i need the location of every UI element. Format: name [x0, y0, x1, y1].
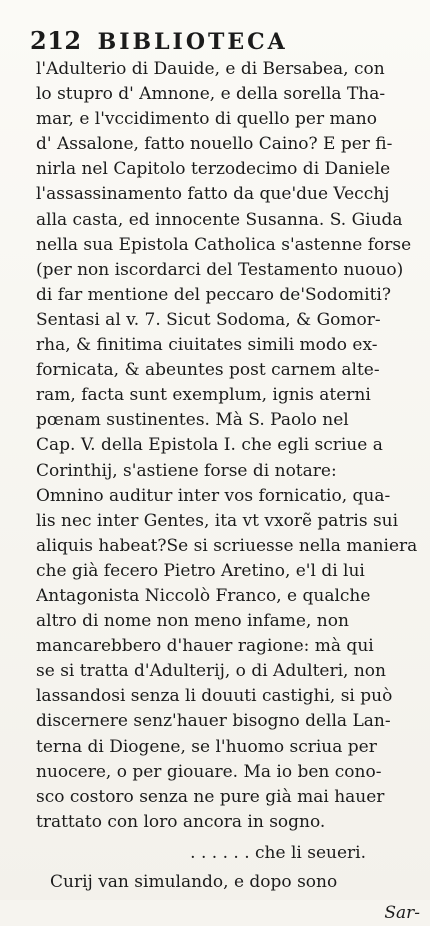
text-line: che già fecero Pietro Aretino, e'l di lui [36, 560, 365, 581]
text-line: nella sua Epistola Catholica s'astenne forse [36, 234, 412, 255]
ellipsis-line: . . . . . . che li seueri. [190, 842, 366, 863]
text-line: lassandosi senza li douuti castighi, si può [36, 686, 393, 707]
text-line: pœnam sustinentes. Mà S. Paolo nel [36, 410, 349, 431]
text-line: discernere senz'hauer bisogno della Lan- [36, 711, 391, 732]
body-text [36, 57, 426, 926]
text-line: trattato con loro ancora in sogno. [36, 811, 326, 832]
text-line: lo stupro d' Amnone, e della sorella Tha- [36, 84, 386, 105]
text-line: Cap. V. della Epistola I. che egli scriue a [36, 435, 383, 456]
page-header [30, 26, 414, 55]
text-line: alla casta, ed innocente Susanna. S. Giuda [36, 209, 403, 230]
text-line: mancarebbero d'hauer ragione: mà qui [36, 636, 374, 657]
text-line: mar, e l'vccidimento di quello per mano [36, 109, 377, 130]
text-line: nuocere, o per giouare. Ma io ben cono- [36, 761, 382, 782]
text-line: aliquis habeat?Se si scriuesse nella maniera [36, 535, 418, 556]
catchword: Sar- [384, 903, 420, 924]
running-head: BIBLIOTECA [97, 29, 288, 55]
text-line: nirla nel Capitolo terzodecimo di Daniele [36, 159, 391, 180]
text-line: altro di nome non meno infame, non [36, 611, 349, 632]
text-line: ram, facta sunt exemplum, ignis aterni [36, 385, 371, 406]
page-number: 212 [30, 26, 82, 55]
text-line: se si tratta d'Adulterij, o di Adulteri, non [36, 661, 386, 682]
text-line: fornicata, & abeuntes post carnem alte- [36, 360, 380, 381]
text-line: Sentasi al v. 7. Sicut Sodoma, & Gomor- [36, 309, 381, 330]
text-line: Corinthij, s'astiene forse di notare: [36, 460, 337, 481]
text-line: d' Assalone, fatto nouello Caino? E per fi- [36, 134, 393, 155]
text-line: terna di Diogene, se l'huomo scriua per [36, 736, 377, 757]
text-line: l'assassinamento fatto da que'due Vecchj [36, 184, 390, 205]
text-line: Omnino auditur inter vos fornicatio, qua- [36, 485, 391, 506]
text-line: Antagonista Niccolò Franco, e qualche [36, 585, 371, 606]
verse-line: Curij van simulando, e dopo sono [50, 872, 338, 892]
text-line: (per non iscordarci del Testamento nuouo) [36, 259, 404, 280]
text-line: sco costoro senza ne pure già mai hauer [36, 786, 385, 807]
text-line: rha, & finitima ciuitates simili modo ex- [36, 335, 378, 356]
text-line: l'Adulterio di Dauide, e di Bersabea, con [36, 59, 385, 79]
text-line: lis nec inter Gentes, ita vt vxorẽ patris sui [36, 510, 399, 531]
text-line: di far mentione del peccaro de'Sodomiti? [36, 284, 391, 305]
